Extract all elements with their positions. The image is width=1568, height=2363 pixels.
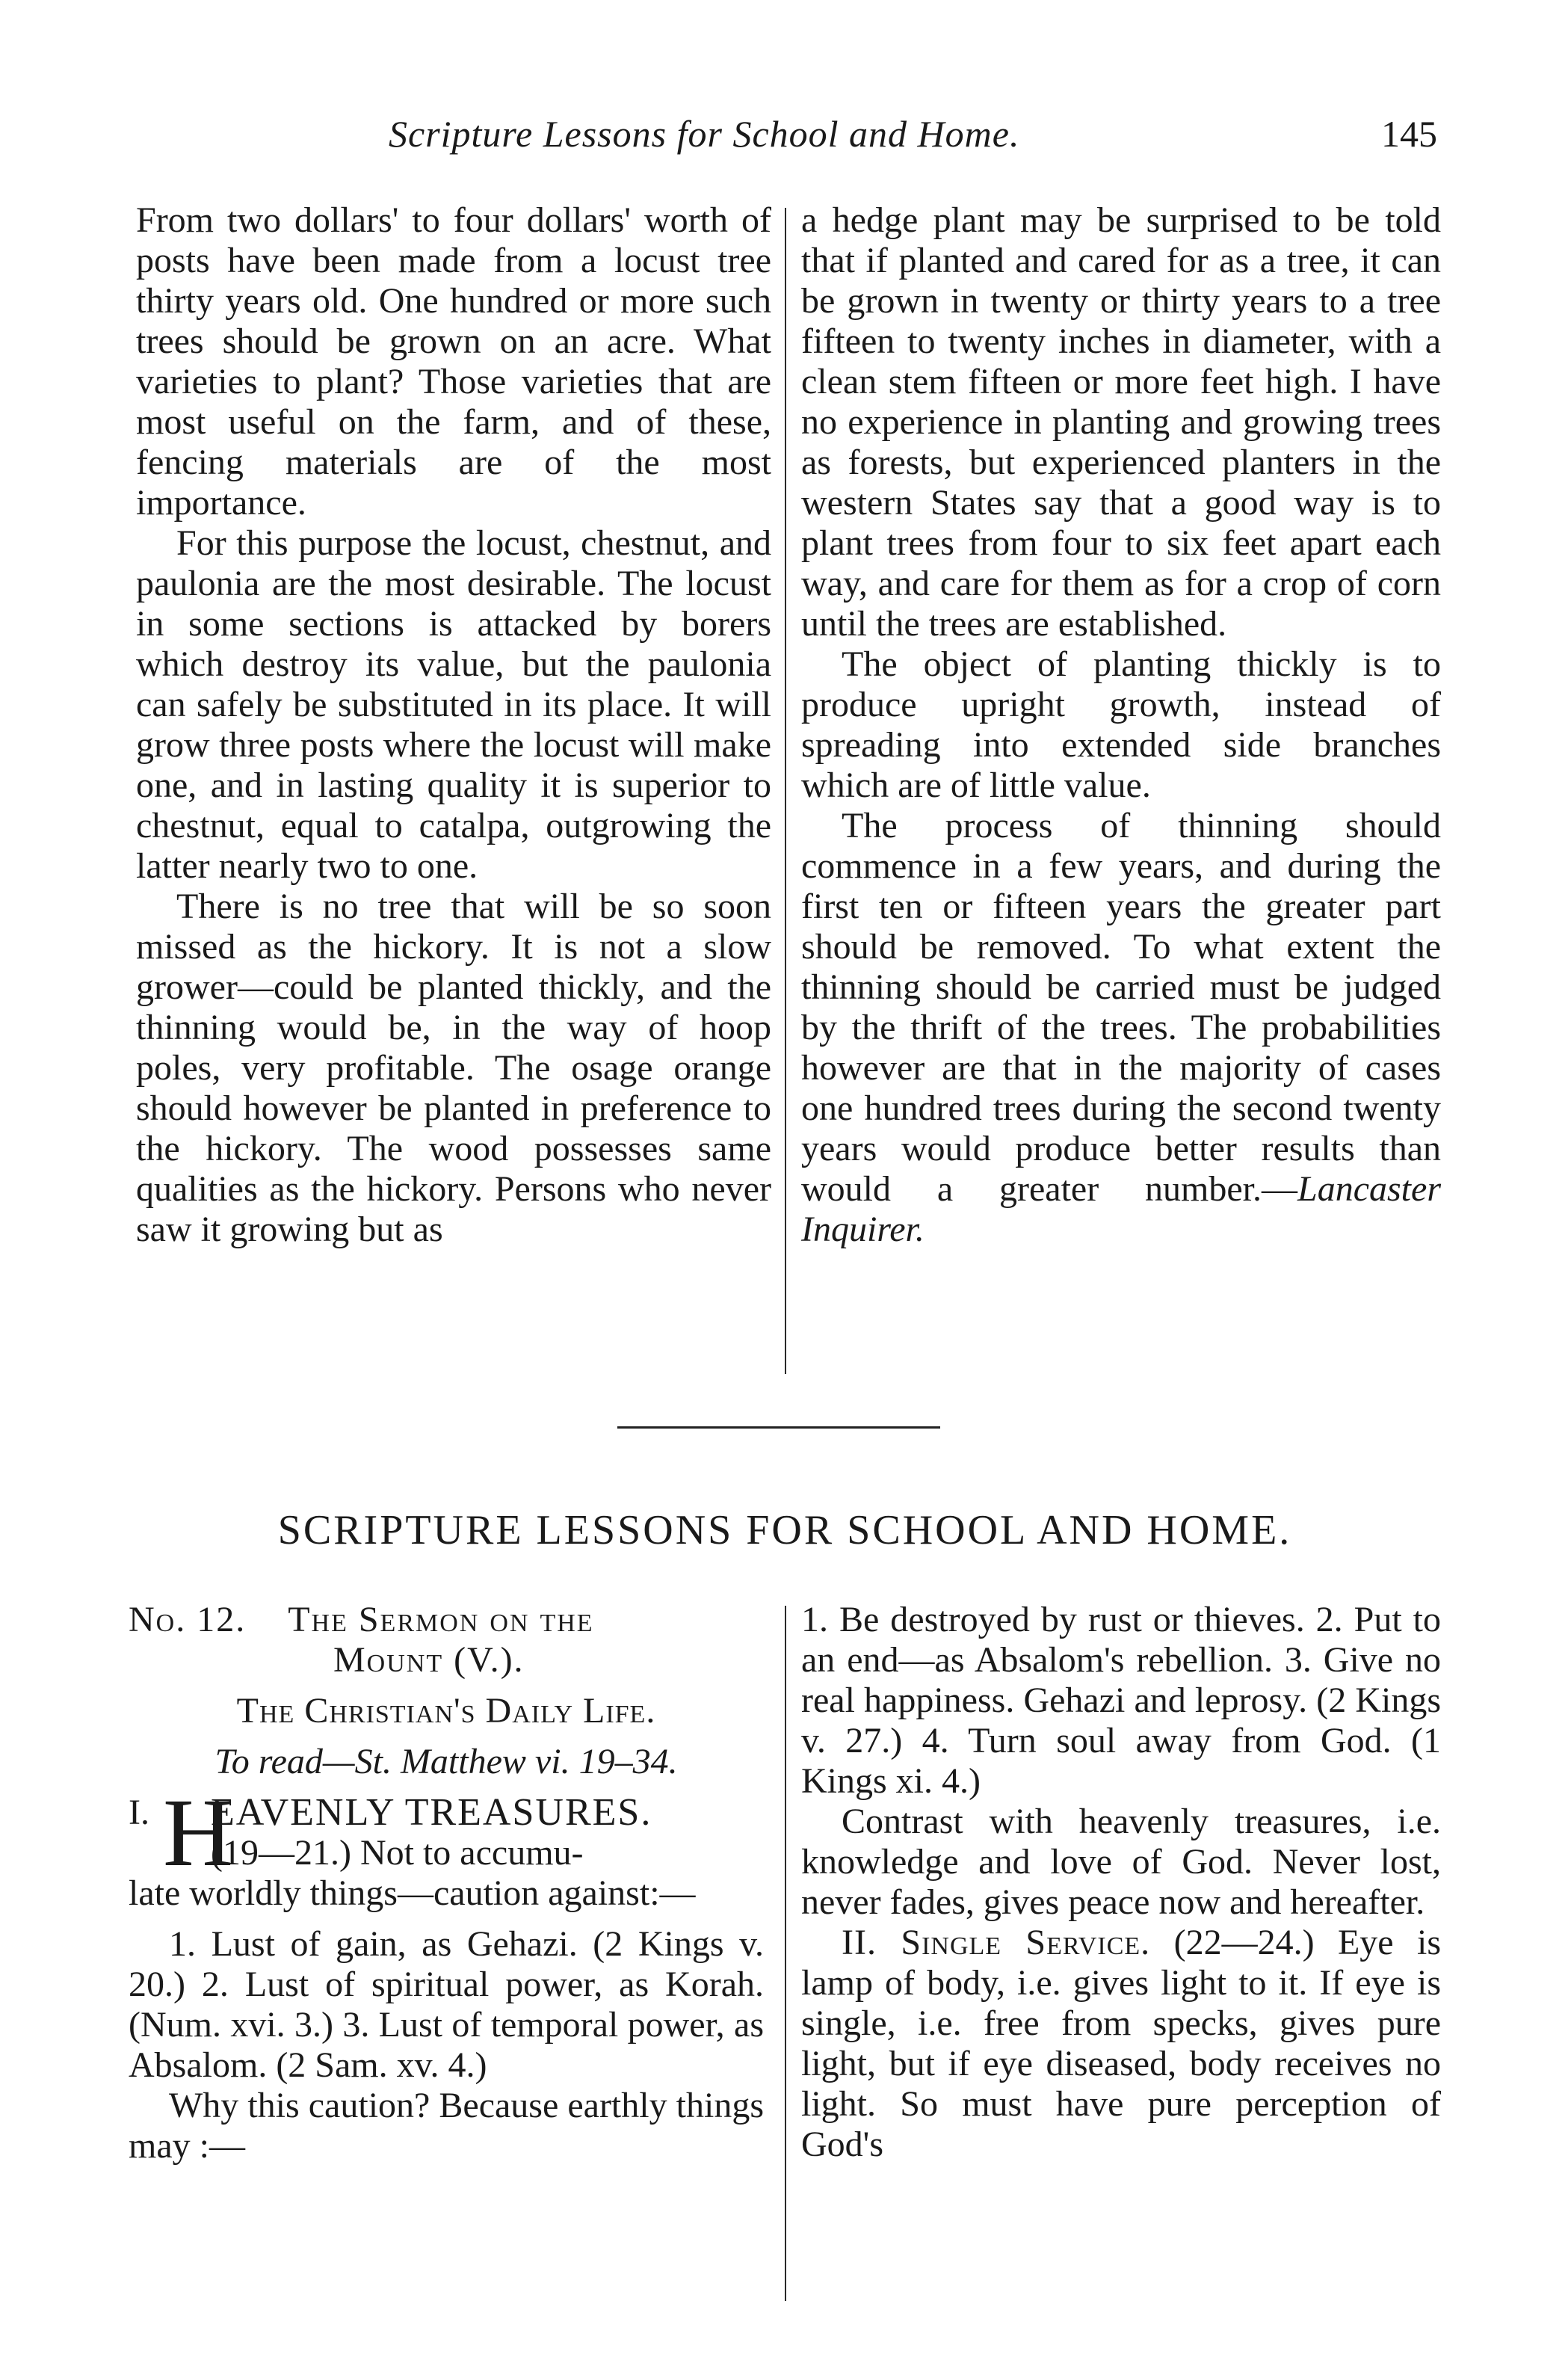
part-two-heading: II. Single Service. <box>842 1923 1151 1962</box>
lesson-right-column <box>801 1600 1441 2165</box>
column-divider <box>785 1606 786 2301</box>
part-one-title: EAVENLY TREASURES. <box>211 1791 652 1834</box>
lesson-number: No. 12. <box>129 1600 247 1639</box>
lesson-left-column <box>129 1600 764 2166</box>
lesson-heading <box>129 1600 764 1680</box>
lesson-title-line1: The Sermon on the <box>288 1600 594 1639</box>
article-paragraph <box>801 806 1441 1250</box>
part-two-text: (22—24.) Eye is lamp of body, i.e. gives light to it. If eye is single, i.e. free from specks, gives pure light, but if eye diseased, body receives no light. So must have pure perception of God's <box>801 1923 1442 2164</box>
lust-list: 1. Lust of gain, as Gehazi. (2 Kings v. 20.) 2. Lust of spiritual power, as Korah. (Num. xvi. 3.) 3. Lust of temporal power, as Absalom. (2 Sam. xv. 4.) <box>129 1924 764 2085</box>
part-one-heading <box>129 1779 764 1887</box>
why-caution: Why this caution? Because earthly things may :— <box>129 2086 764 2166</box>
article-source: Lancaster Inquirer. <box>801 1169 1441 1249</box>
lesson-subtitle: The Christian's Daily Life. <box>236 1691 656 1731</box>
article-paragraph: There is no tree that will be so soon missed as the hickory. It is not a slow grower—could be planted thickly, and the thinning would be, in the way of hoop poles, very profitable. The osage orange should however be planted in preference to the hickory. The wood possesses same qualities as the hickory. Persons who never saw it growing but as <box>136 887 771 1249</box>
running-head: Scripture Lessons for School and Home. <box>389 113 1020 155</box>
section-divider <box>617 1426 940 1429</box>
page-number: 145 <box>1381 113 1437 155</box>
part-one-verses: (19—21.) Not to accumu- <box>211 1833 584 1873</box>
lesson-title-line2: Mount (V.). <box>333 1640 525 1680</box>
article-paragraph: a hedge plant may be surprised to be told that if planted and cared for as a tree, it can be grown in twenty or thirty years to a tree fifteen to twenty inches in diameter, with a clean stem fifteen or more feet high. I have no experience in planting and growing trees as forests, but experienced planters in the western States say that a good way is to plant trees from four to six feet apart each way, and care for them as for a crop of corn until the trees are established. <box>801 200 1441 644</box>
contrast-paragraph: Contrast with heavenly treasures, i.e. knowledge and love of God. Never lost, never fades, gives peace now and hereafter. <box>801 1802 1441 1922</box>
article-last-text: The process of thinning should commence in a few years, and during the first ten or fifteen years the greater part should be removed. To what extent the thinning should be carried must be judged by the thrift of the trees. The probabilities however are that in the majority of cases one hundred trees during the second twenty years would produce better results than would a greater number.— <box>801 806 1441 1209</box>
section-title: SCRIPTURE LESSONS FOR SCHOOL AND HOME. <box>277 1507 1292 1553</box>
reasons-list: 1. Be destroyed by rust or thieves. 2. Put to an end—as Absalom's rebellion. 3. Give no real happiness. Gehazi and leprosy. (2 Kings v. 27.) 4. Turn soul away from God. (1 Kings xi. 4.) <box>801 1600 1441 1801</box>
column-divider <box>785 208 786 1374</box>
article-paragraph: The object of planting thickly is to produce upright growth, instead of spreading into extended side branches which are of little value. <box>801 644 1441 805</box>
article-left-column <box>136 200 771 1250</box>
drop-cap: H <box>163 1779 233 1887</box>
lesson-reading: To read—St. Matthew vi. 19–34. <box>214 1742 678 1781</box>
part-one-continuation: late worldly things—caution against:— <box>129 1873 696 1913</box>
article-paragraph: For this purpose the locust, chestnut, and paulonia are the most desirable. The locust in some sections is attacked by borers which destroy its value, but the paulonia can safely be substituted in its place. It will grow three posts where the locust will make one, and in lasting quality it is superior to chestnut, equal to catalpa, outgrowing the latter nearly two to one. <box>136 523 771 886</box>
part-two-paragraph <box>801 1923 1441 2165</box>
article-right-column <box>801 200 1441 1250</box>
part-one-numeral: I. <box>129 1793 149 1832</box>
article-paragraph: From two dollars' to four dollars' worth of posts have been made from a locust tree thirty years old. One hundred or more such trees should be grown on an acre. What varieties to plant? Those varieties that are most useful on the farm, and of these, fencing materials are of the most importance. <box>136 200 771 523</box>
